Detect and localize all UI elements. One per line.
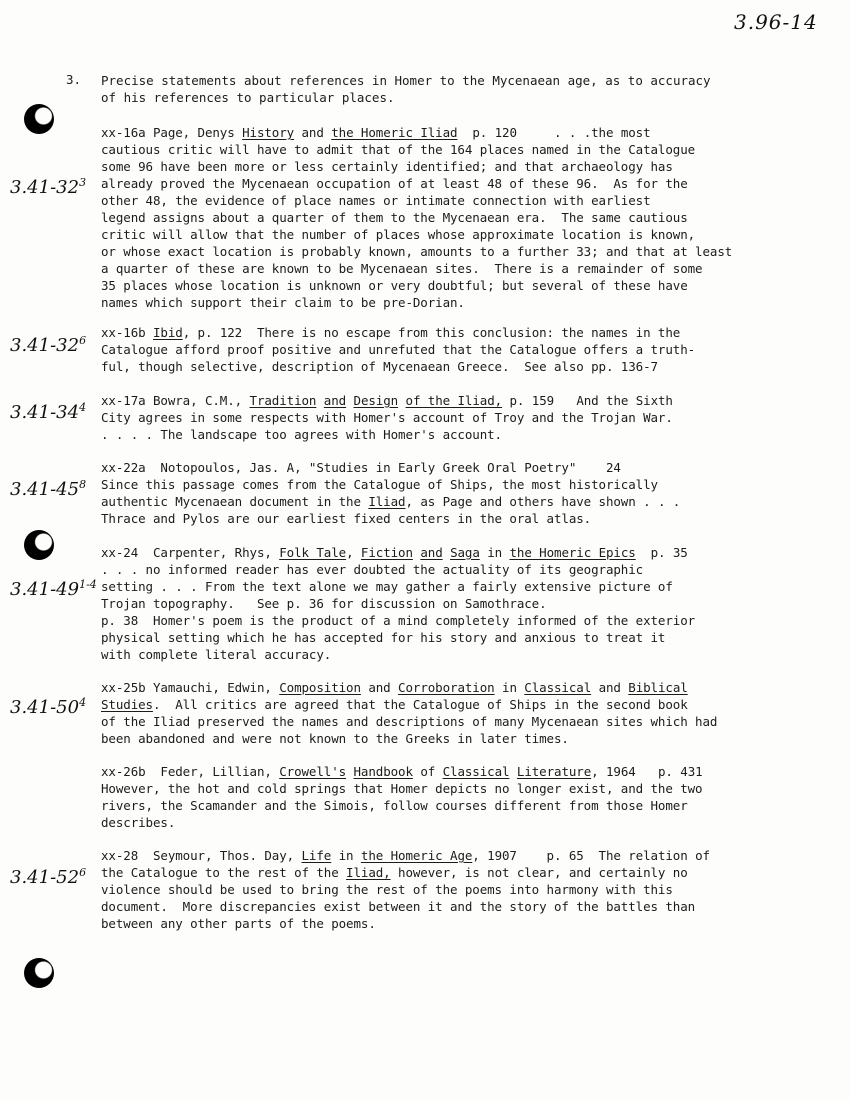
underlined-title: Crowell's	[279, 764, 347, 779]
entry-line	[101, 426, 801, 443]
entry-text: , 1964 p. 431	[591, 764, 703, 779]
punch-hole	[24, 104, 54, 134]
underlined-title: Literature	[516, 764, 592, 779]
handwritten-margin-note	[10, 176, 86, 198]
entry-text: , 1907 p. 65 The relation of	[472, 848, 710, 863]
punch-hole	[24, 958, 54, 988]
entry-text: rivers, the Scamander and the Simois, follow courses different from those Homer	[101, 798, 688, 813]
entry-line	[101, 260, 801, 277]
entry-text: critic will allow that the number of places whose approximate location is known,	[101, 227, 696, 242]
entry-text: ,	[346, 545, 361, 560]
entry-line	[101, 881, 801, 898]
entry-text: xx-16b	[101, 325, 153, 340]
underlined-title: Biblical	[628, 680, 688, 695]
bibliography-entry	[101, 324, 801, 375]
underlined-title: Folk Tale	[279, 545, 347, 560]
entry-line	[101, 595, 801, 612]
underlined-title: Tradition	[249, 393, 317, 408]
margin-note-superscript: 8	[79, 478, 87, 491]
handwritten-margin-note	[10, 578, 97, 600]
item-heading: Precise statements about references in Homer to the Mycenaean age, as to accuracy of his references to particular places.	[101, 73, 711, 105]
entry-text: p. 120 . . .the most	[457, 125, 651, 140]
underlined-title: Iliad	[368, 494, 406, 509]
underlined-title: History	[242, 125, 295, 140]
margin-note-superscript: 6	[79, 866, 87, 879]
entry-line	[101, 763, 801, 780]
bibliography-entry	[101, 847, 801, 932]
entry-text: violence should be used to bring the rest of the poems into harmony with this	[101, 882, 673, 897]
entry-line	[101, 864, 801, 881]
entry-line	[101, 175, 801, 192]
entry-text: xx-25b Yamauchi, Edwin,	[101, 680, 280, 695]
underlined-title: Classical	[442, 764, 510, 779]
entry-line	[101, 544, 801, 561]
entry-text: . . . . The landscape too agrees with Homer's account.	[101, 427, 502, 442]
handwritten-margin-note	[10, 401, 86, 423]
handwritten-margin-note	[10, 866, 86, 888]
entry-text	[346, 393, 353, 408]
entry-text: names which support their claim to be pre-Dorian.	[101, 295, 465, 310]
entry-text: between any other parts of the poems.	[101, 916, 376, 931]
entry-text: of the Iliad preserved the names and descriptions of many Mycenaean sites which had	[101, 714, 718, 729]
entry-line	[101, 646, 801, 663]
underlined-title: Design	[353, 393, 399, 408]
underlined-title: and	[323, 393, 347, 408]
entry-line	[101, 226, 801, 243]
entry-text: in	[494, 680, 525, 695]
margin-note-superscript: 4	[79, 401, 87, 414]
entry-line	[101, 780, 801, 797]
entry-text	[346, 764, 353, 779]
entry-line	[101, 679, 801, 696]
entry-text: City agrees in some respects with Homer's account of Troy and the Trojan War.	[101, 410, 673, 425]
bibliography-entry	[101, 124, 801, 311]
page-code: 3.96-14	[734, 10, 818, 34]
entry-text: the Catalogue to the rest of the	[101, 865, 347, 880]
underlined-title: Iliad,	[346, 865, 391, 880]
entry-line	[101, 192, 801, 209]
entry-text: p. 35	[635, 545, 688, 560]
entry-text: document. More discrepancies exist between it and the story of the battles than	[101, 899, 696, 914]
entry-line	[101, 324, 801, 341]
entry-text: legend assigns about a quarter of them to the Mycenaean era. The same cautious	[101, 210, 688, 225]
underlined-title: Handbook	[353, 764, 413, 779]
entry-text: , p. 122 There is no escape from this conclusion: the names in the	[182, 325, 681, 340]
underlined-title: Fiction	[360, 545, 413, 560]
entry-text: been abandoned and were not known to the Greeks in later times.	[101, 731, 569, 746]
underlined-title: the Homeric Iliad	[331, 125, 458, 140]
entry-text: xx-24 Carpenter, Rhys,	[101, 545, 280, 560]
entry-text: with complete literal accuracy.	[101, 647, 332, 662]
margin-note-text: 3.41-32	[10, 177, 80, 198]
underlined-title: the Homeric Age	[360, 848, 473, 863]
entry-line	[101, 493, 801, 510]
entry-line	[101, 358, 801, 375]
entry-line	[101, 459, 801, 476]
entry-text	[443, 545, 450, 560]
underlined-title: Life	[301, 848, 332, 863]
entry-line	[101, 158, 801, 175]
entry-text: Catalogue afford proof positive and unrefuted that the Catalogue offers a truth-	[101, 342, 696, 357]
entry-text: some 96 have been more or less certainly identified; and that archaeology has	[101, 159, 673, 174]
entry-line	[101, 341, 801, 358]
bibliography-entry	[101, 392, 801, 443]
entry-line	[101, 277, 801, 294]
underlined-title: the Homeric Epics	[509, 545, 636, 560]
entry-line	[101, 510, 801, 527]
bibliography-entry	[101, 679, 801, 747]
entry-text: Thrace and Pylos are our earliest fixed centers in the oral atlas.	[101, 511, 592, 526]
entry-line	[101, 141, 801, 158]
entry-line	[101, 612, 801, 629]
handwritten-margin-note	[10, 334, 86, 356]
item-number: 3.	[66, 72, 82, 87]
entry-text: Since this passage comes from the Catalogue of Ships, the most historically	[101, 477, 658, 492]
entry-line	[101, 696, 801, 713]
entry-text: authentic Mycenaean document in the	[101, 494, 369, 509]
entry-text: describes.	[101, 815, 176, 830]
entry-text: . . . no informed reader has ever doubted the actuality of its geographic	[101, 562, 644, 577]
margin-note-superscript: 3	[79, 176, 87, 189]
underlined-title: of the Iliad,	[405, 393, 503, 408]
entry-text: and	[591, 680, 629, 695]
underlined-title: Ibid	[152, 325, 183, 340]
entry-text: a quarter of these are known to be Mycenaean sites. There is a remainder of some	[101, 261, 703, 276]
entry-text: p. 159 And the Sixth	[502, 393, 673, 408]
entry-text: xx-16a Page, Denys	[101, 125, 243, 140]
entry-text: and	[294, 125, 332, 140]
entry-text: xx-17a Bowra, C.M.,	[101, 393, 250, 408]
entry-text: or whose exact location is probably known, amounts to a further 33; and that at least	[101, 244, 733, 259]
margin-note-text: 3.41-52	[10, 867, 80, 888]
entry-text: 35 places whose location is unknown or very doubtful; but several of these have	[101, 278, 688, 293]
underlined-title: Classical	[524, 680, 592, 695]
entry-line	[101, 209, 801, 226]
margin-note-text: 3.41-34	[10, 402, 80, 423]
entry-text: in	[479, 545, 510, 560]
underlined-title: Saga	[450, 545, 480, 560]
entry-text: p. 38 Homer's poem is the product of a mind completely informed of the exterior	[101, 613, 696, 628]
bibliography-entry	[101, 763, 801, 831]
entry-text: . All critics are agreed that the Catalogue of Ships in the second book	[152, 697, 688, 712]
punch-hole	[24, 530, 54, 560]
entry-text: and	[360, 680, 399, 695]
underlined-title: Corroboration	[398, 680, 495, 695]
entry-text: ful, though selective, description of Mycenaean Greece. See also pp. 136-7	[101, 359, 658, 374]
entry-text: xx-22a Notopoulos, Jas. A, "Studies in Early Greek Oral Poetry" 24	[101, 460, 621, 475]
entry-text: however, is not clear, and certainly no	[390, 865, 688, 880]
entry-text: in	[331, 848, 361, 863]
entry-text: already proved the Mycenaean occupation of at least 48 of these 96. As for the	[101, 176, 688, 191]
entry-line	[101, 915, 801, 932]
entry-line	[101, 294, 801, 311]
entry-line	[101, 392, 801, 409]
entry-text: , as Page and others have shown . . .	[405, 494, 681, 509]
margin-note-superscript: 1-4	[79, 578, 97, 591]
underlined-title: Studies	[101, 697, 153, 712]
entry-line	[101, 409, 801, 426]
handwritten-margin-note	[10, 696, 86, 718]
margin-note-text: 3.41-50	[10, 697, 80, 718]
entry-line	[101, 578, 801, 595]
underlined-title: Composition	[279, 680, 361, 695]
entry-text: Trojan topography. See p. 36 for discussion on Samothrace.	[101, 596, 547, 611]
entry-text: setting . . . From the text alone we may gather a fairly extensive picture of	[101, 579, 673, 594]
entry-text: of	[412, 764, 443, 779]
entry-line	[101, 730, 801, 747]
margin-note-text: 3.41-32	[10, 335, 80, 356]
entry-text: xx-26b Feder, Lillian,	[101, 764, 280, 779]
entry-line	[101, 124, 801, 141]
entry-text: physical setting which he has accepted for his story and anxious to treat it	[101, 630, 666, 645]
entry-line	[101, 898, 801, 915]
entry-line	[101, 629, 801, 646]
entry-line	[101, 814, 801, 831]
entry-text	[398, 393, 405, 408]
entry-text: other 48, the evidence of place names or intimate connection with earliest	[101, 193, 651, 208]
entry-line	[101, 243, 801, 260]
handwritten-margin-note	[10, 478, 86, 500]
margin-note-superscript: 6	[79, 334, 87, 347]
entry-line	[101, 561, 801, 578]
entry-text	[509, 764, 516, 779]
entry-line	[101, 713, 801, 730]
entry-text: cautious critic will have to admit that of the 164 places named in the Catalogue	[101, 142, 696, 157]
entry-text: xx-28 Seymour, Thos. Day,	[101, 848, 302, 863]
margin-note-text: 3.41-45	[10, 479, 80, 500]
bibliography-entry	[101, 544, 801, 663]
entry-line	[101, 476, 801, 493]
entry-line	[101, 797, 801, 814]
entry-text	[316, 393, 323, 408]
margin-note-text: 3.41-49	[10, 579, 80, 600]
entry-text: However, the hot and cold springs that Homer depicts no longer exist, and the two	[101, 781, 703, 796]
entry-line	[101, 847, 801, 864]
margin-note-superscript: 4	[79, 696, 87, 709]
underlined-title: and	[420, 545, 443, 560]
bibliography-entry	[101, 459, 801, 527]
